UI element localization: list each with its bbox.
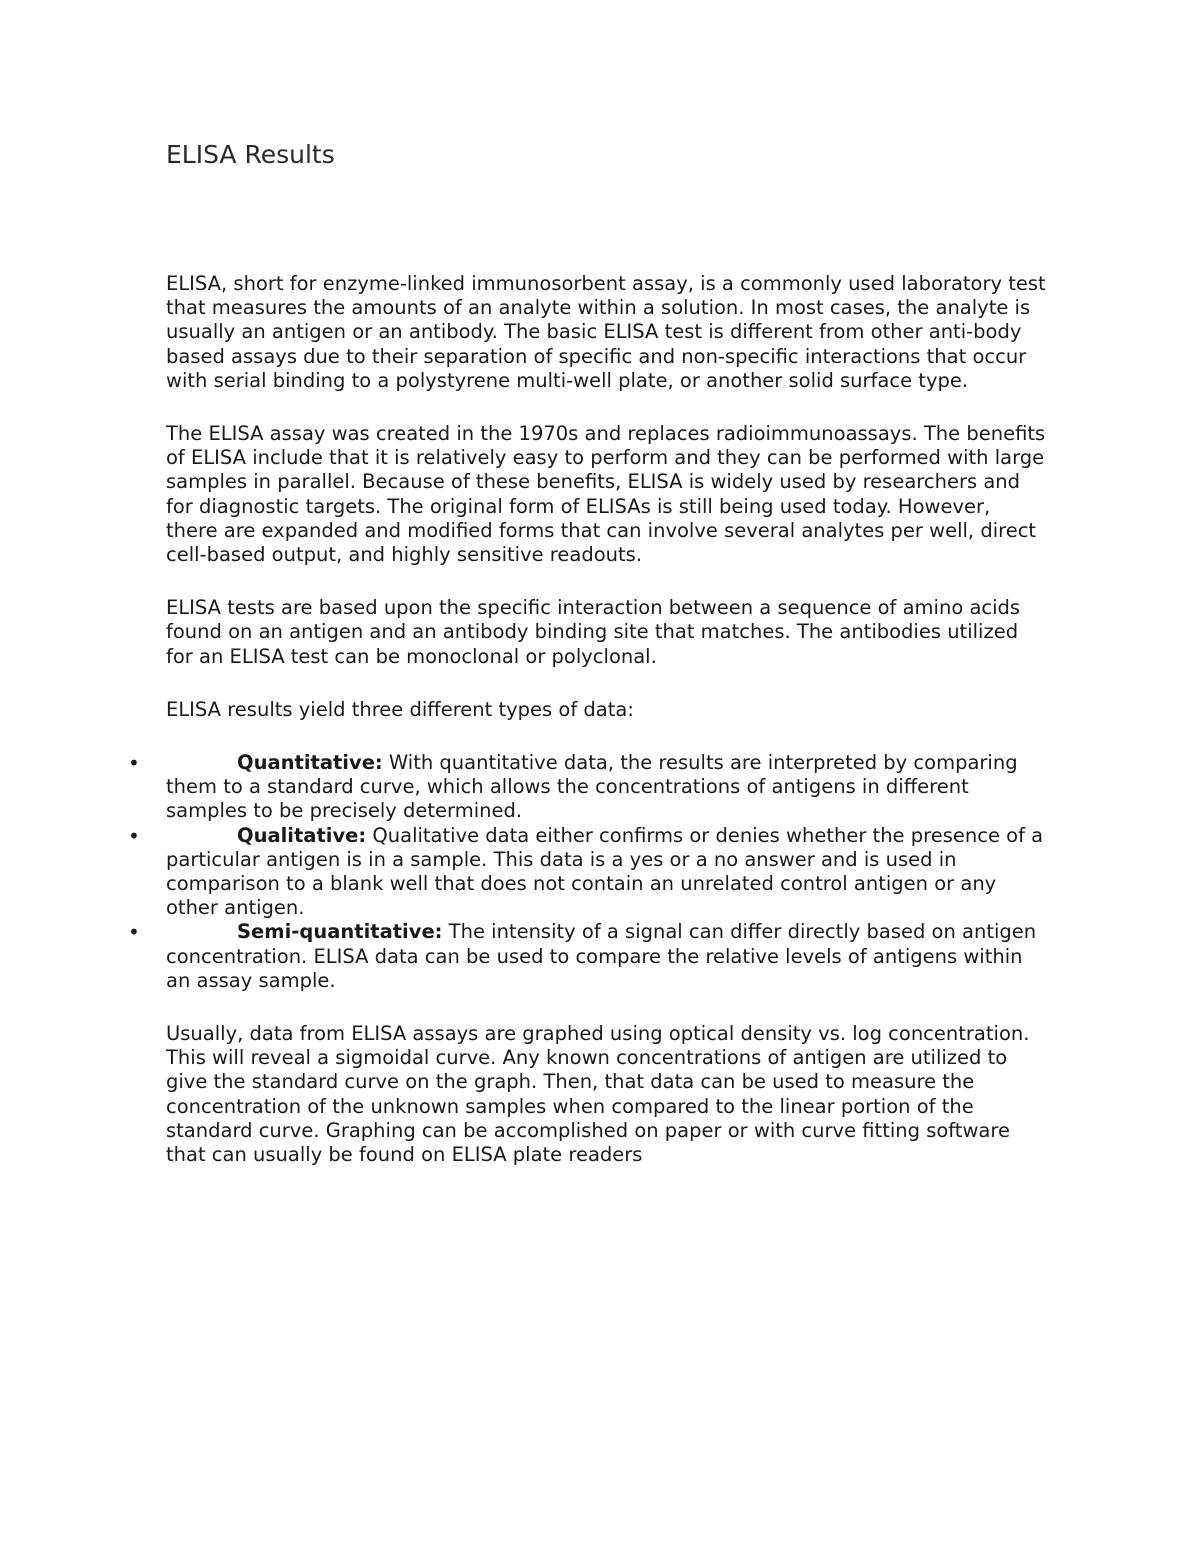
paragraph-intro: ELISA, short for enzyme-linked immunosorbent assay, is a commonly used laboratory test that measures the amounts of an analyte within a solution. In most cases, the analyte is usually an antigen or an antibody. The basic ELISA test is different from other anti-body based assays due to their separation of specific and non-specific interactions that occur with serial binding to a polystyrene multi-well plate, or another solid surface type. xyxy=(166,272,1046,392)
bullet-term: Semi-quantitative: xyxy=(237,920,443,944)
paragraph-data-types-intro: ELISA results yield three different types of data: xyxy=(166,697,634,721)
document-body xyxy=(128,272,1046,1196)
bullet-term: Quantitative: xyxy=(237,751,383,775)
bullet-text: The intensity of a signal can differ directly based on antigen concentration. ELISA data can be used to compare the relative levels of antigens within an assay sample. xyxy=(166,920,1037,992)
paragraph-mechanism: ELISA tests are based upon the specific interaction between a sequence of amino acids found on an antigen and an antibody binding site that matches. The antibodies utilized for an ELISA test can be monoclonal or polyclonal. xyxy=(166,596,1021,668)
list-item-semi-quantitative xyxy=(128,920,1046,993)
document-title: ELISA Results xyxy=(166,140,335,169)
paragraph-history: The ELISA assay was created in the 1970s and replaces radioimmunoassays. The benefits of ELISA include that it is relatively easy to perform and they can be performed with large samples in parallel. Because of these benefits, ELISA is widely used by researchers and for diagnostic targets. The original form of ELISAs is still being used today. However, there are expanded and modified forms that can involve several analytes per well, direct cell-based output, and highly sensitive readouts. xyxy=(166,422,1046,567)
list-item-qualitative xyxy=(128,823,1046,921)
bullet-icon: • xyxy=(128,823,140,848)
bullet-term: Qualitative: xyxy=(237,823,367,847)
list-item-quantitative xyxy=(128,751,1046,824)
bullet-icon: • xyxy=(128,920,140,945)
bullet-text: Qualitative data either confirms or denies whether the presence of a particular antigen is in a sample. This data is a yes or a no answer and is used in comparison to a blank well that does not contain an unrelated control antigen or any other antigen. xyxy=(166,823,1044,920)
paragraph-graphing: Usually, data from ELISA assays are graphed using optical density vs. log concentration. This will reveal a sigmoidal curve. Any known concentrations of antigen are utilized to give the standard curve on the graph. Then, that data can be used to measure the concentration of the unknown samples when compared to the linear portion of the standard curve. Graphing can be accomplished on paper or with curve fitting software that can usually be found on ELISA plate readers xyxy=(166,1022,1030,1167)
data-types-list xyxy=(128,751,1046,993)
bullet-text: With quantitative data, the results are interpreted by comparing them to a standard curve, which allows the concentrations of antigens in different samples to be precisely determined. xyxy=(166,751,1018,823)
bullet-icon: • xyxy=(128,751,140,776)
